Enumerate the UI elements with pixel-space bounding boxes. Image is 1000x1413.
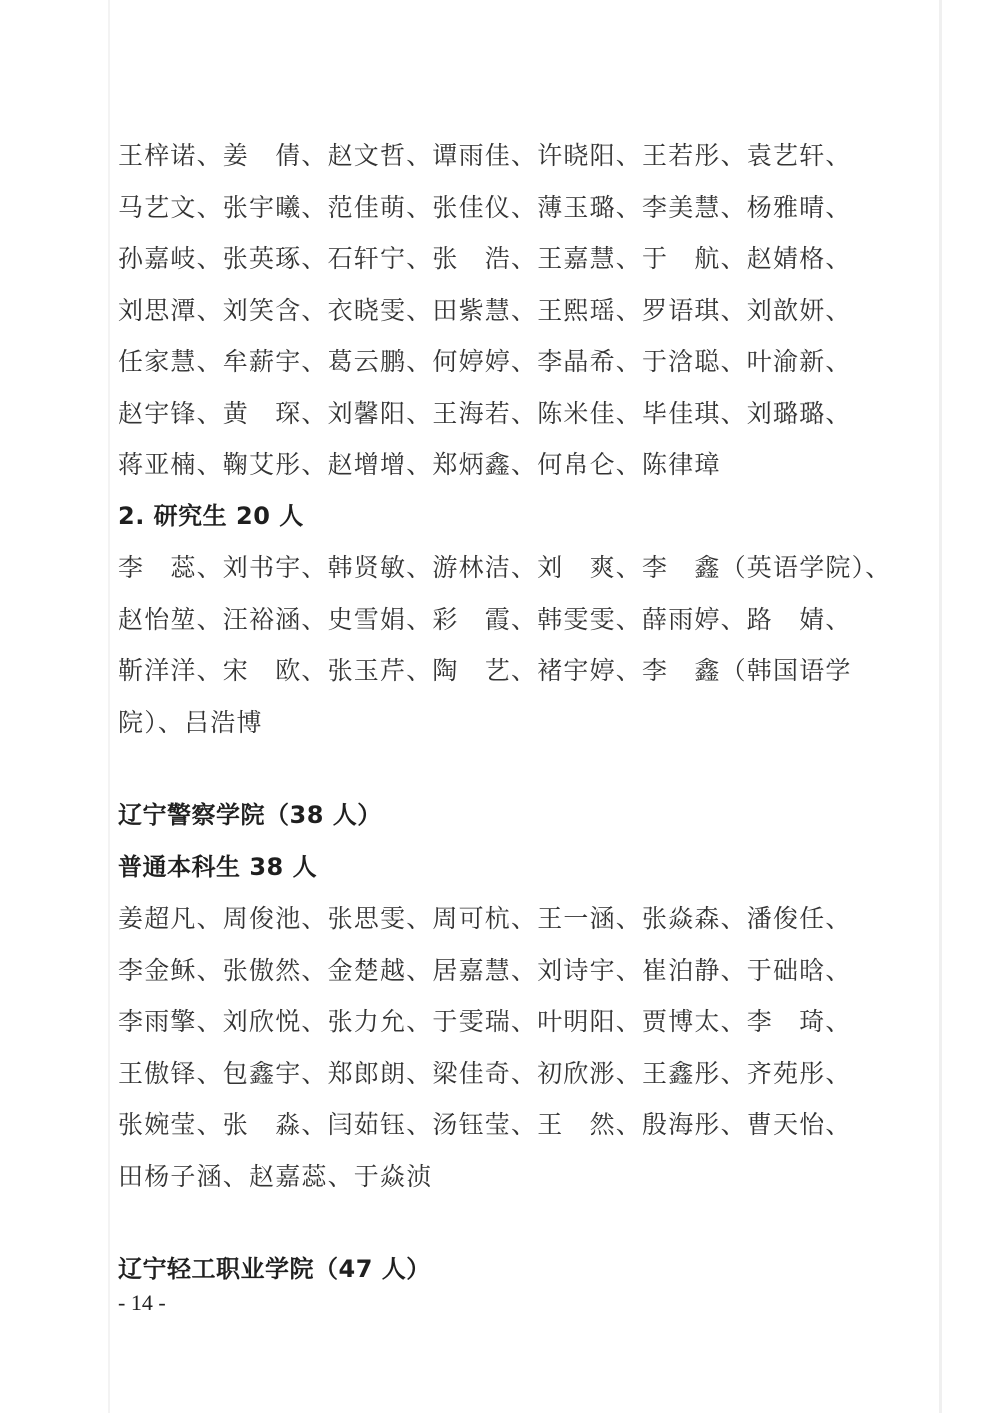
name-line: 田杨子涵、赵嘉蕊、于焱浈 xyxy=(118,1161,433,1191)
scan-edge xyxy=(939,0,942,1413)
name-line: 靳洋洋、宋 欧、张玉芹、陶 艺、褚宇婷、李 鑫（韩国语学 xyxy=(118,656,852,685)
scan-edge xyxy=(108,0,110,1413)
police-college-name-list xyxy=(118,893,898,1202)
graduate-heading: 2. 研究生 20 人 xyxy=(118,501,304,530)
name-line: 李 蕊、刘书宇、韩贤敏、游林洁、刘 爽、李 鑫（英语学院）、 xyxy=(118,553,892,582)
name-line: 任家慧、牟薪宇、葛云鹏、何婷婷、李晶希、于浛聪、叶渝新、 xyxy=(118,347,852,376)
name-line: 姜超凡、周俊池、张思雯、周可杭、王一涵、张焱森、潘俊任、 xyxy=(118,904,852,933)
name-line: 张婉莹、张 淼、闫茹钰、汤钰莹、王 然、殷海彤、曹天怡、 xyxy=(118,1110,852,1139)
name-line: 赵怡堃、汪裕涵、史雪娟、彩 霞、韩雯雯、薛雨婷、路 婧、 xyxy=(118,604,852,634)
page-number: - 14 - xyxy=(118,1290,166,1315)
name-line: 赵宇锋、黄 琛、刘馨阳、王海若、陈米佳、毕佳琪、刘璐璐、 xyxy=(118,398,852,428)
name-line: 李雨擎、刘欣悦、张力允、于雯瑞、叶明阳、贾博太、李 琦、 xyxy=(118,1007,852,1036)
name-line: 王梓诺、姜 倩、赵文哲、谭雨佳、许晓阳、王若彤、袁艺轩、 xyxy=(118,141,852,170)
name-line: 马艺文、张宇曦、范佳萌、张佳仪、薄玉璐、李美慧、杨雅晴、 xyxy=(118,192,852,222)
name-line: 刘思潭、刘笑含、衣晓雯、田紫慧、王熙瑶、罗语琪、刘歆妍、 xyxy=(118,295,852,325)
name-line: 蒋亚楠、鞠艾彤、赵增增、郑炳鑫、何帛仑、陈律璋 xyxy=(118,450,721,479)
graduate-name-list xyxy=(118,542,898,748)
document-body xyxy=(118,130,898,1296)
police-college-subheading: 普通本科生 38 人 xyxy=(118,852,318,881)
name-line: 孙嘉岐、张英琢、石轩宁、张 浩、王嘉慧、于 航、赵婧格、 xyxy=(118,244,852,273)
name-list-section-1 xyxy=(118,130,898,491)
light-industry-college-heading: 辽宁轻工职业学院（47 人） xyxy=(118,1255,431,1283)
police-college-heading: 辽宁警察学院（38 人） xyxy=(118,801,382,829)
name-line: 院）、吕浩博 xyxy=(118,707,263,737)
name-line: 王傲铎、包鑫宇、郑郎朗、梁佳奇、初欣浵、王鑫彤、齐苑彤、 xyxy=(118,1058,852,1088)
name-line: 李金稣、张傲然、金楚越、居嘉慧、刘诗宇、崔泊静、于础晗、 xyxy=(118,955,852,985)
